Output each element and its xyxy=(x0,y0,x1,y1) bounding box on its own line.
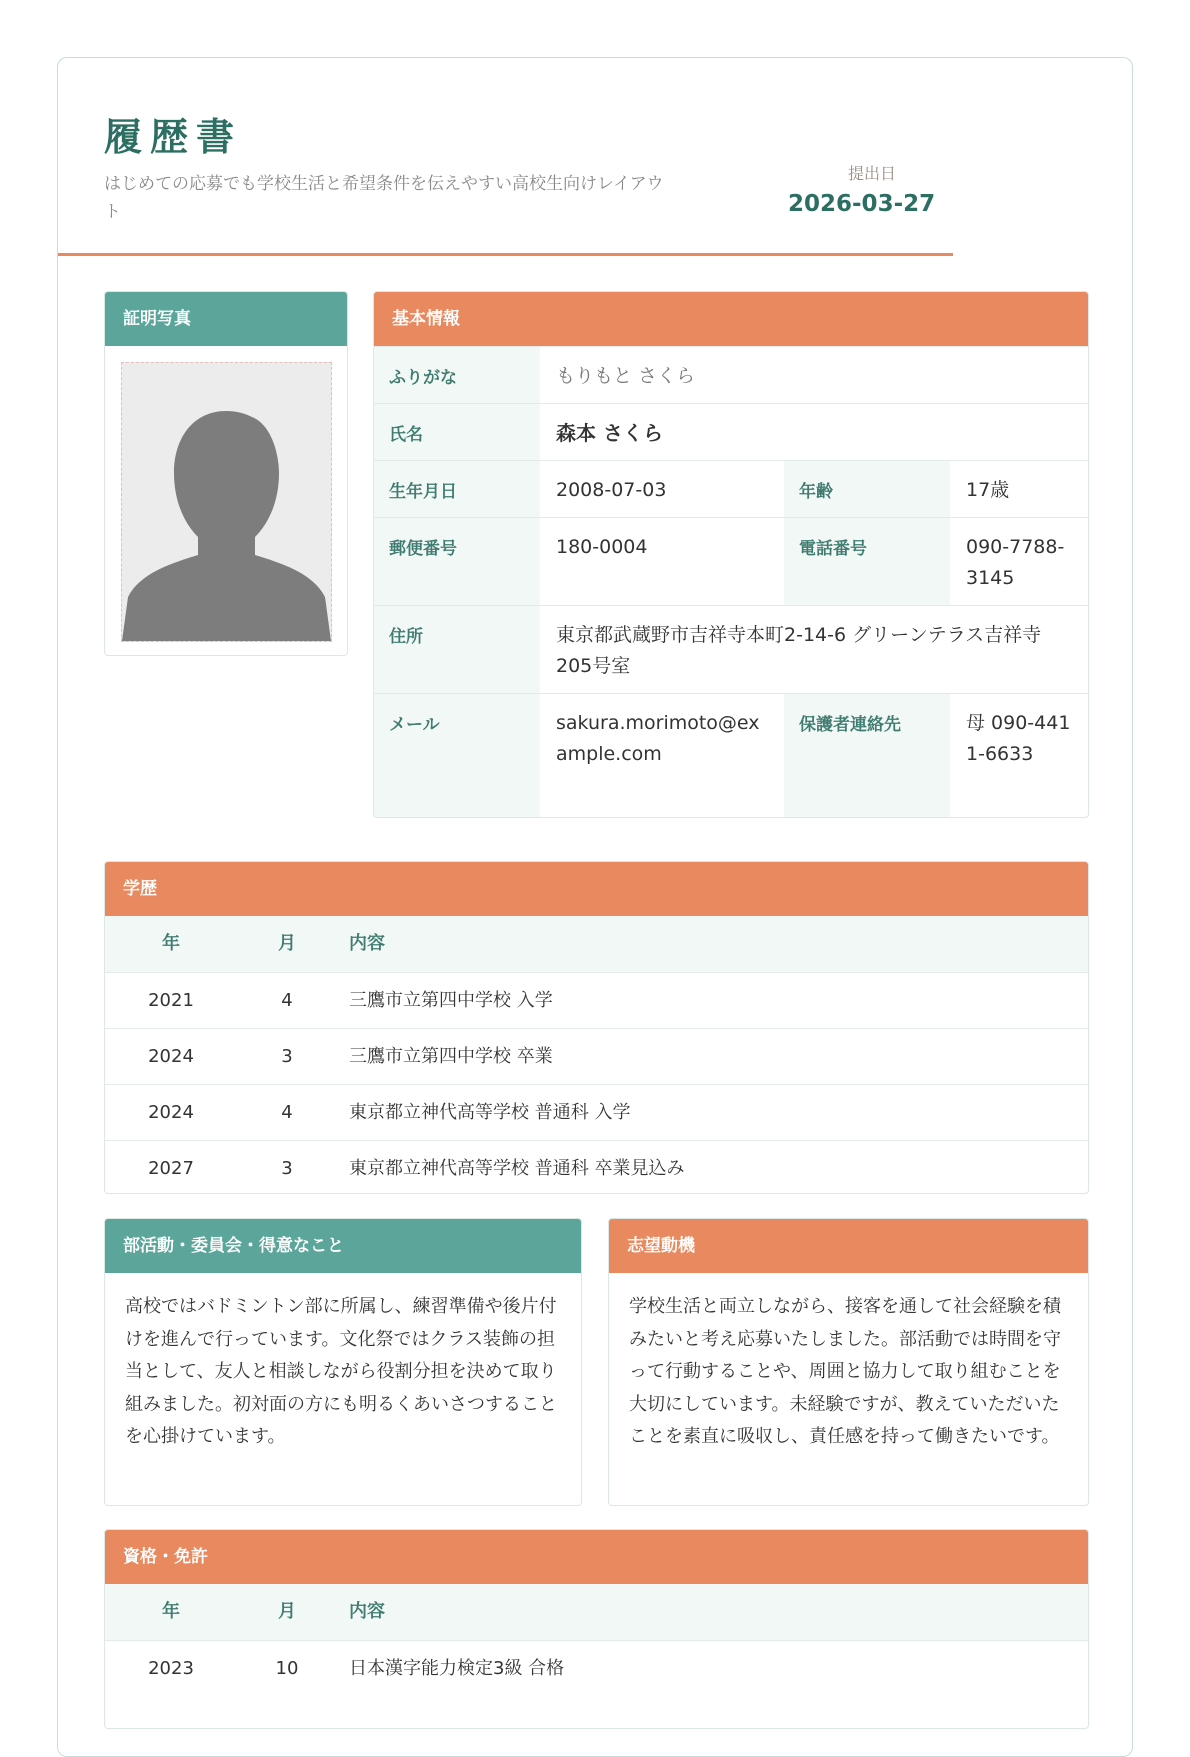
name-label: 氏名 xyxy=(374,404,540,460)
birth-row xyxy=(374,460,1089,517)
col-month: 月 xyxy=(278,1601,296,1622)
row-year: 2027 xyxy=(148,1158,194,1179)
furigana-value: もりもと さくら xyxy=(556,365,696,387)
birth-label: 生年月日 xyxy=(374,461,540,517)
table-row xyxy=(105,1640,1089,1696)
photo-placeholder xyxy=(121,362,332,642)
row-month: 3 xyxy=(281,1046,293,1067)
table-row xyxy=(105,1028,1089,1084)
email-guardian-row xyxy=(374,693,1089,818)
row-month: 4 xyxy=(281,990,293,1011)
col-content: 内容 xyxy=(349,1601,385,1622)
address-label: 住所 xyxy=(374,606,540,693)
row-month: 4 xyxy=(281,1102,293,1123)
motivation-heading: 志望動機 xyxy=(609,1219,1088,1273)
phone-label: 電話番号 xyxy=(784,518,950,605)
row-content: 東京都立神代高等学校 普通科 入学 xyxy=(349,1102,631,1123)
name-row xyxy=(374,403,1089,460)
row-content: 三鷹市立第四中学校 入学 xyxy=(349,990,553,1011)
submission-date: 2026-03-27 xyxy=(788,191,936,217)
resume-sheet xyxy=(57,57,1133,1757)
row-year: 2024 xyxy=(148,1102,194,1123)
row-content: 三鷹市立第四中学校 卒業 xyxy=(349,1046,553,1067)
licenses-section xyxy=(104,1529,1089,1729)
age-value: 17歳 xyxy=(966,479,1010,501)
furigana-label: ふりがな xyxy=(374,347,540,403)
row-content: 東京都立神代高等学校 普通科 卒業見込み xyxy=(349,1158,685,1179)
col-year: 年 xyxy=(162,1601,180,1622)
photo-heading: 証明写真 xyxy=(105,292,347,346)
licenses-heading: 資格・免許 xyxy=(105,1530,1088,1584)
postal-label: 郵便番号 xyxy=(374,518,540,605)
resume-header xyxy=(58,58,953,256)
table-row xyxy=(105,1084,1089,1140)
row-month: 3 xyxy=(281,1158,293,1179)
row-year: 2021 xyxy=(148,990,194,1011)
guardian-value: 母 090-4411-6633 xyxy=(966,712,1071,765)
motivation-section xyxy=(608,1218,1089,1506)
education-section xyxy=(104,861,1089,1194)
col-year: 年 xyxy=(162,933,180,954)
education-header-row xyxy=(105,916,1089,972)
birth-value: 2008-07-03 xyxy=(556,479,667,501)
row-content: 日本漢字能力検定3級 合格 xyxy=(349,1658,565,1679)
guardian-label: 保護者連絡先 xyxy=(784,694,950,818)
name-value: 森本 さくら xyxy=(556,421,663,445)
row-month: 10 xyxy=(275,1658,299,1679)
email-label: メール xyxy=(374,694,540,818)
table-row xyxy=(105,1140,1089,1194)
basic-info-section xyxy=(373,291,1089,818)
phone-value: 090-7788-3145 xyxy=(966,536,1065,589)
photo-section xyxy=(104,291,348,656)
furigana-row xyxy=(374,346,1089,403)
licenses-header-row xyxy=(105,1584,1089,1640)
email-value: sakura.morimoto@example.com xyxy=(556,712,760,765)
age-label: 年齢 xyxy=(784,461,950,517)
page-subtitle: はじめての応募でも学校生活と希望条件を伝えやすい高校生向けレイアウト xyxy=(104,174,664,222)
submission-date-label: 提出日 xyxy=(848,164,897,183)
address-row xyxy=(374,605,1089,693)
col-content: 内容 xyxy=(349,933,385,954)
activities-text: 高校ではバドミントン部に所属し、練習準備や後片付けを進んで行っています。文化祭ではクラス装飾の担当として、友人と相談しながら役割分担を決めて取り組みました。初対面の方にも明るくあいさつすることを心掛けています。 xyxy=(125,1296,557,1447)
row-year: 2023 xyxy=(148,1658,194,1679)
table-row xyxy=(105,972,1089,1028)
postal-value: 180-0004 xyxy=(556,536,648,558)
person-silhouette-icon xyxy=(122,363,331,641)
col-month: 月 xyxy=(278,933,296,954)
row-year: 2024 xyxy=(148,1046,194,1067)
activities-heading: 部活動・委員会・得意なこと xyxy=(105,1219,581,1273)
address-value: 東京都武蔵野市吉祥寺本町2-14-6 グリーンテラス吉祥寺205号室 xyxy=(556,624,1042,677)
page-title: 履歴書 xyxy=(104,115,243,159)
motivation-text: 学校生活と両立しながら、接客を通して社会経験を積みたいと考え応募いたしました。部活動では時間を守って行動することや、周囲と協力して取り組むことを大切にしています。未経験ですが、教えていただいたことを素直に吸収し、責任感を持って働きたいです。 xyxy=(629,1296,1061,1447)
basic-info-heading: 基本情報 xyxy=(374,292,1088,346)
activities-section xyxy=(104,1218,582,1506)
postal-phone-row xyxy=(374,517,1089,605)
education-heading: 学歴 xyxy=(105,862,1088,916)
